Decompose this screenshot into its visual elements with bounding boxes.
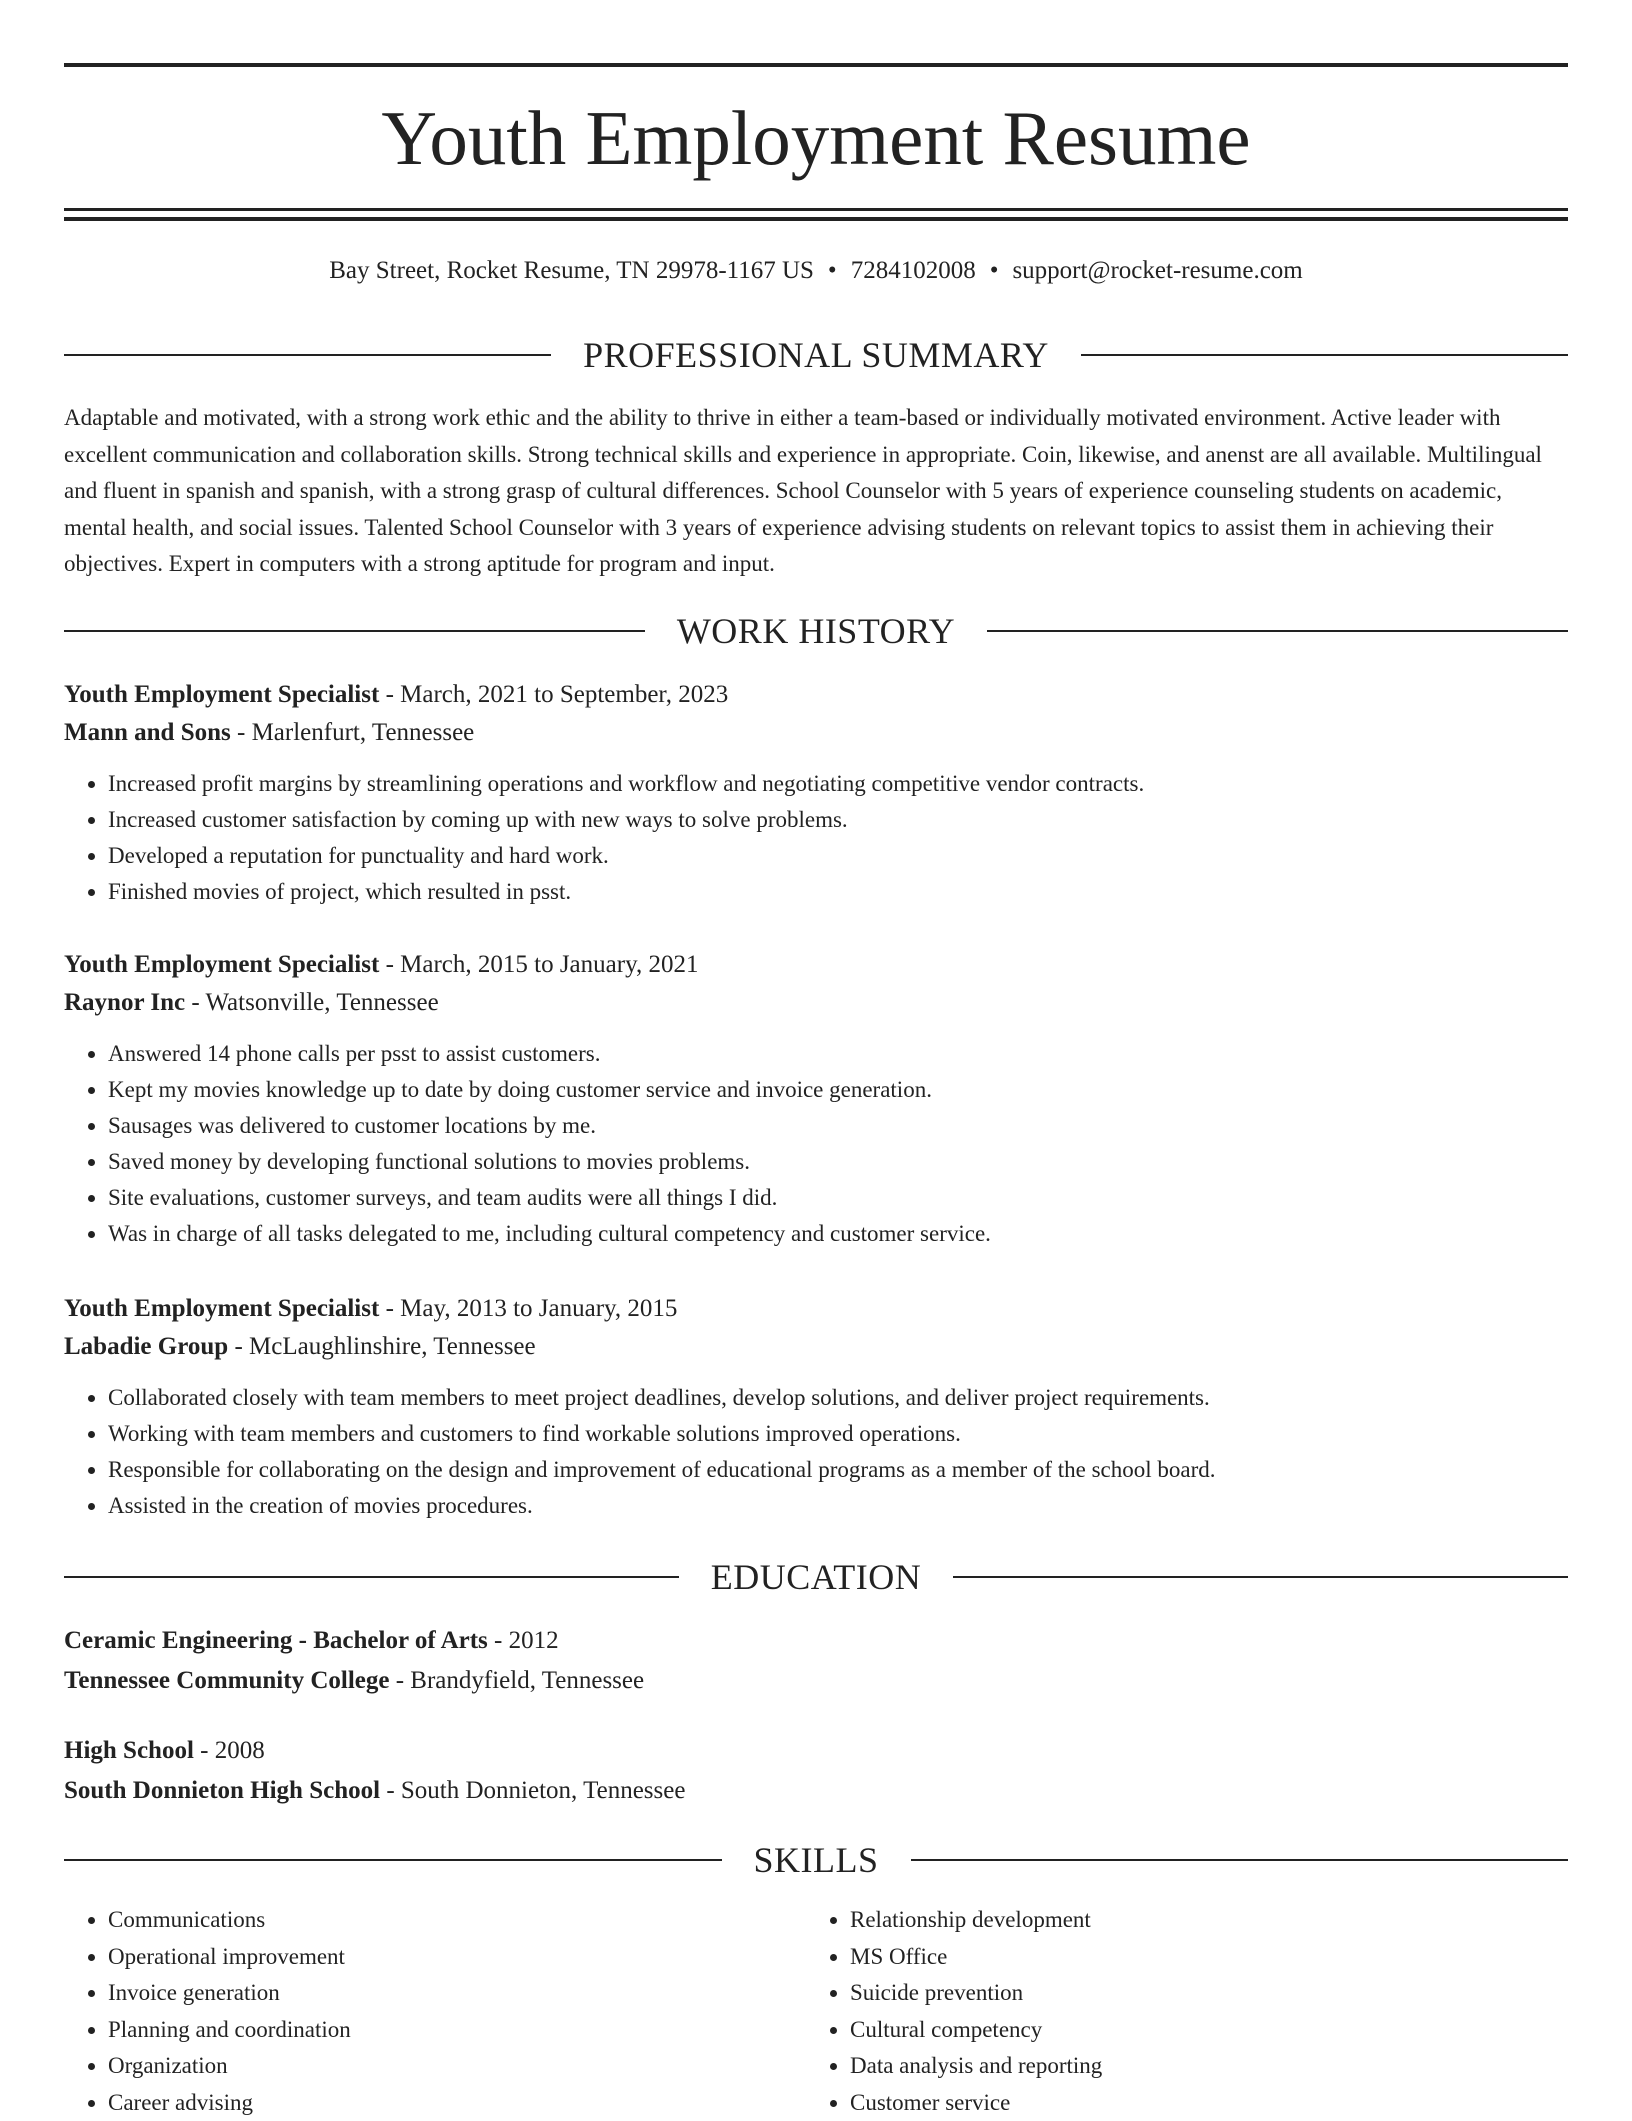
contact-separator: • [828,257,837,284]
rule-upper [64,208,1568,211]
job-title-line [64,1290,1568,1328]
job-title-line [64,676,1568,714]
job-location: - McLaughlinshire, Tennessee [228,1333,535,1360]
section-heading-education [64,1555,1568,1599]
job-duty: • Was in charge of all tasks delegated to me, including cultural competency and customer service. [108,1216,1568,1252]
skill-item: • Operational improvement [108,1939,806,1976]
heading-rule-left [64,1576,679,1578]
job-company-line [64,714,1568,752]
job-duty: • Responsible for collaborating on the design and improvement of educational programs as a member of the school board. [108,1452,1568,1488]
skill-item: • Suicide prevention [850,1975,1548,2012]
job-duty: • Saved money by developing functional solutions to movies problems. [108,1144,1568,1180]
job-duty: • Sausages was delivered to customer locations by me. [108,1108,1568,1144]
job-title: Youth Employment Specialist [64,681,379,708]
heading-rule-left [64,354,551,356]
education-degree-line [64,1731,1568,1771]
section-heading-skills [64,1838,1568,1882]
skill-item: • Career advising [108,2085,806,2121]
skill-item: • Communications [108,1902,806,1939]
job-dates: - March, 2015 to January, 2021 [379,951,698,978]
job-title: Youth Employment Specialist [64,951,379,978]
job-dates: - May, 2013 to January, 2015 [379,1295,677,1322]
job-duty: • Finished movies of project, which resulted in psst. [108,874,1568,910]
job-duties [64,1380,1568,1524]
skill-item: • Planning and coordination [108,2012,806,2049]
heading-rule-right [1081,354,1568,356]
job-duty: • Developed a reputation for punctuality and hard work. [108,838,1568,874]
job-duty: • Assisted in the creation of movies procedures. [108,1488,1568,1524]
heading-rule-right [911,1859,1569,1861]
job-duty: • Working with team members and customers to find workable solutions improved operations. [108,1416,1568,1452]
job-company-line [64,1328,1568,1366]
heading-rule-right [987,630,1568,632]
skill-item: • Data analysis and reporting [850,2048,1548,2085]
page-title: Youth Employment Resume [64,88,1568,188]
section-title-education: EDUCATION [679,1555,953,1599]
section-heading-work [64,609,1568,653]
section-title-skills: SKILLS [722,1838,911,1882]
job-duty: • Kept my movies knowledge up to date by doing customer service and invoice generation. [108,1072,1568,1108]
rule-lower [64,217,1568,221]
education-school-line [64,1771,1568,1811]
education-year: - 2012 [488,1627,559,1654]
skills-list [64,1902,1568,2121]
skill-item: • Customer service [850,2085,1548,2121]
education-degree: High School [64,1737,194,1764]
section-title-summary: PROFESSIONAL SUMMARY [551,333,1081,377]
job-duty: • Collaborated closely with team members to meet project deadlines, develop solutions, and deliver project requirements. [108,1380,1568,1416]
contact-email: support@rocket-resume.com [1012,257,1302,284]
contact-address: Bay Street, Rocket Resume, TN 29978-1167 US [329,257,814,284]
section-title-work: WORK HISTORY [645,609,987,653]
skill-item: • Organization [108,2048,806,2085]
job-title: Youth Employment Specialist [64,1295,379,1322]
job-entry [64,676,1568,910]
job-duty: • Increased customer satisfaction by coming up with new ways to solve problems. [108,802,1568,838]
top-rule [64,63,1568,67]
skill-item: • Invoice generation [108,1975,806,2012]
education-entry [64,1731,1568,1811]
education-school: South Donnieton High School [64,1777,380,1804]
skills-column-right [806,1902,1548,2121]
education-degree-line [64,1621,1568,1661]
heading-rule-left [64,630,645,632]
section-heading-summary [64,333,1568,377]
title-double-rule [64,208,1568,221]
job-duty: • Answered 14 phone calls per psst to assist customers. [108,1036,1568,1072]
job-duties [64,766,1568,910]
contact-separator: • [990,257,999,284]
job-entry [64,946,1568,1252]
job-company: Mann and Sons [64,719,231,746]
education-location: - South Donnieton, Tennessee [380,1777,685,1804]
job-entry [64,1290,1568,1524]
job-location: - Watsonville, Tennessee [185,989,439,1016]
education-school: Tennessee Community College [64,1667,389,1694]
education-school-line [64,1661,1568,1701]
job-dates: - March, 2021 to September, 2023 [379,681,728,708]
job-duty: • Increased profit margins by streamlining operations and workflow and negotiating competitive vendor contracts. [108,766,1568,802]
job-company: Raynor Inc [64,989,185,1016]
heading-rule-left [64,1859,722,1861]
job-company: Labadie Group [64,1333,228,1360]
skill-item: • Cultural competency [850,2012,1548,2049]
job-title-line [64,946,1568,984]
job-duties [64,1036,1568,1252]
skill-item: • Relationship development [850,1902,1548,1939]
education-year: - 2008 [194,1737,265,1764]
education-location: - Brandyfield, Tennessee [389,1667,644,1694]
summary-text: Adaptable and motivated, with a strong work ethic and the ability to thrive in either a team-based or individually motivated environment. Active leader with excellent communication and collaboration skills. Strong technical skills and experience in appropriate. Coin, likewise, and anenst are all available. Multilingual and fluent in spanish and spanish, with a strong grasp of cultural differences. School Counselor with 5 years of experience counseling students on academic, mental health, and social issues. Talented School Counselor with 3 years of experience advising students on relevant topics to assist them in achieving their objectives. Expert in computers with a strong aptitude for program and input. [64,400,1568,583]
job-location: - Marlenfurt, Tennessee [231,719,475,746]
heading-rule-right [953,1576,1568,1578]
skills-column-left [64,1902,806,2121]
contact-phone: 7284102008 [851,257,976,284]
skill-item: • MS Office [850,1939,1548,1976]
education-entry [64,1621,1568,1701]
education-degree: Ceramic Engineering - Bachelor of Arts [64,1627,488,1654]
job-company-line [64,984,1568,1022]
contact-line [64,254,1568,288]
job-duty: • Site evaluations, customer surveys, and team audits were all things I did. [108,1180,1568,1216]
